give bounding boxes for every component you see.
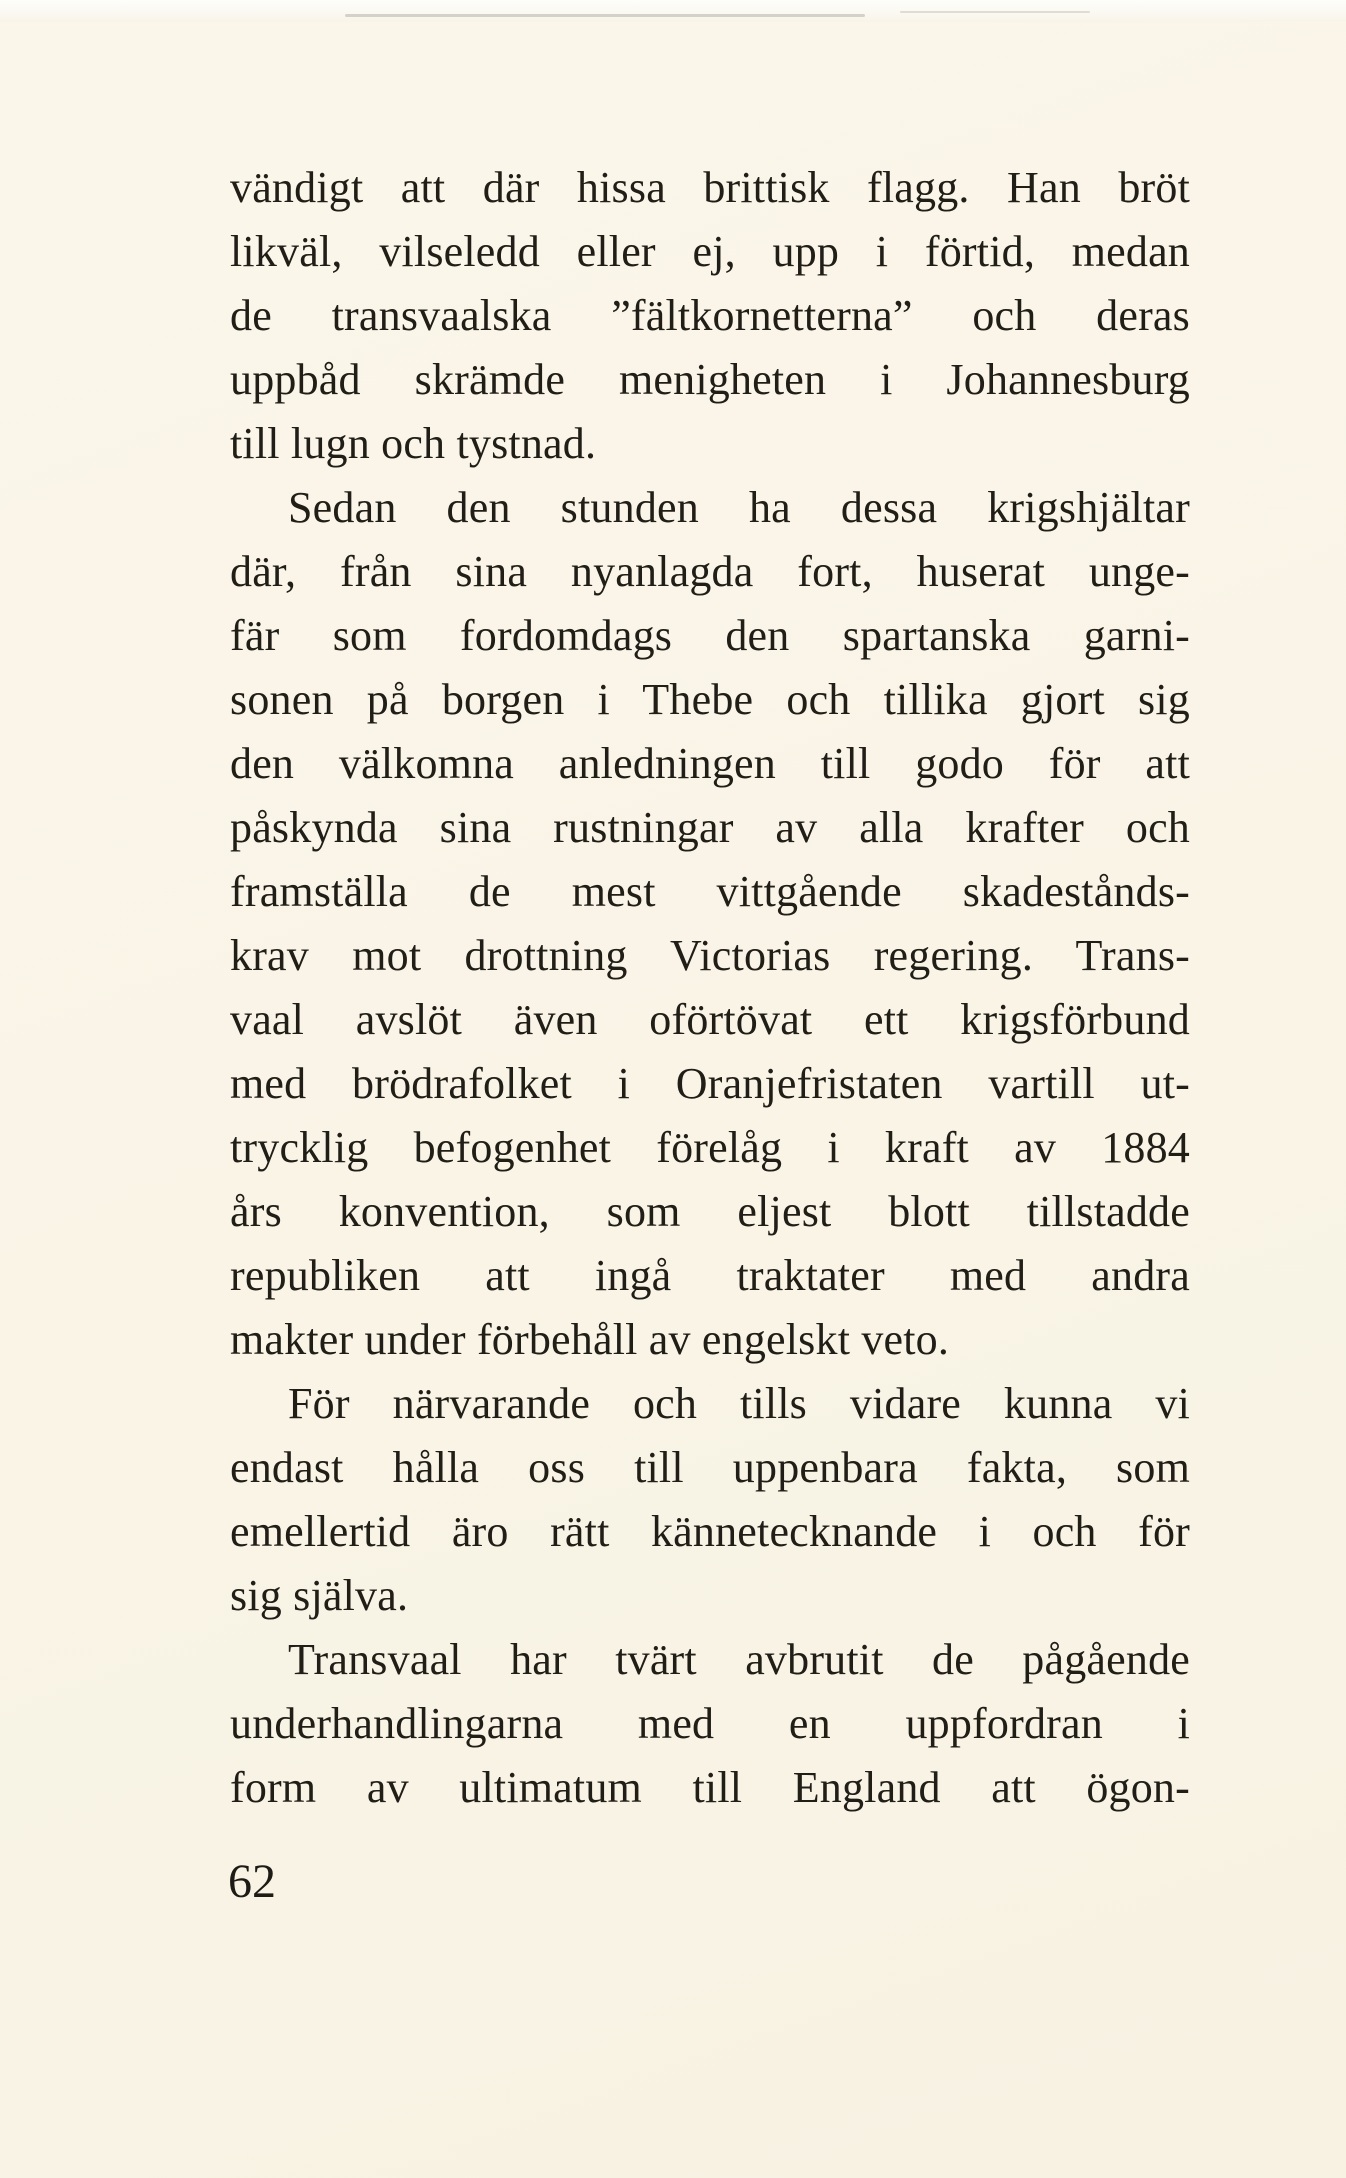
text-line: För närvarande och tills vidare kunna vi <box>288 1379 1190 1428</box>
text-line: fär som fordomdags den spartanska garni- <box>230 611 1190 660</box>
text-line: uppbåd skrämde menigheten i Johannesburg <box>230 355 1190 404</box>
text-line: påskynda sina rustningar av alla krafter och <box>230 803 1190 852</box>
paragraph <box>230 1372 1190 1628</box>
page-number: 62 <box>228 1855 276 1908</box>
paragraph <box>230 476 1190 1372</box>
text-line: likväl, vilseledd eller ej, upp i förtid, medan <box>230 227 1190 276</box>
text-line: krav mot drottning Victorias regering. Trans- <box>230 931 1190 980</box>
text-line: Transvaal har tvärt avbrutit de pågående <box>288 1635 1190 1684</box>
text-line: makter under förbehåll av engelskt veto. <box>230 1315 950 1364</box>
text-line: den välkomna anledningen till godo för att <box>230 739 1190 788</box>
text-line: års konvention, som eljest blott tillstadde <box>230 1187 1190 1236</box>
text-line: vaal avslöt även oförtövat ett krigsförbund <box>230 995 1190 1044</box>
text-line: republiken att ingå traktater med andra <box>230 1251 1190 1300</box>
text-line: sonen på borgen i Thebe och tillika gjort sig <box>230 675 1190 724</box>
text-line: vändigt att där hissa brittisk flagg. Han bröt <box>230 163 1190 212</box>
text-line: emellertid äro rätt kännetecknande i och för <box>230 1507 1190 1556</box>
text-line: form av ultimatum till England att ögon- <box>230 1763 1190 1812</box>
scan-smudge <box>900 11 1090 13</box>
page-text <box>230 156 1190 1820</box>
paragraph <box>230 156 1190 476</box>
text-line: med brödrafolket i Oranjefristaten vartill ut- <box>230 1059 1190 1108</box>
text-line: där, från sina nyanlagda fort, huserat unge- <box>230 547 1190 596</box>
text-line: trycklig befogenhet förelåg i kraft av 1884 <box>230 1123 1190 1172</box>
text-line: endast hålla oss till uppenbara fakta, som <box>230 1443 1190 1492</box>
text-line: till lugn och tystnad. <box>230 419 597 468</box>
text-line: underhandlingarna med en uppfordran i <box>230 1699 1190 1748</box>
text-line: de transvaalska ”fältkornetterna” och deras <box>230 291 1190 340</box>
text-line: sig själva. <box>230 1571 409 1620</box>
paragraph <box>230 1628 1190 1820</box>
text-line: Sedan den stunden ha dessa krigshjältar <box>288 483 1190 532</box>
text-line: framställa de mest vittgående skadestånds- <box>230 867 1190 916</box>
scan-smudge <box>345 14 865 17</box>
scan-edge-strip <box>0 0 1346 22</box>
